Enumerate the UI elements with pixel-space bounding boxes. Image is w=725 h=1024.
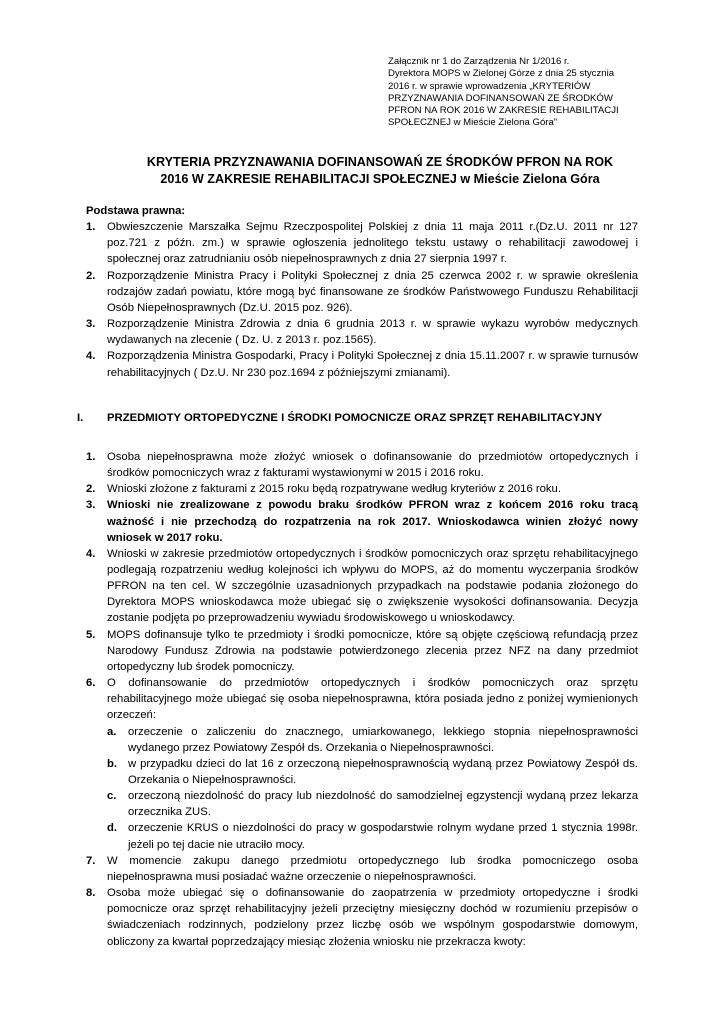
sub-item-letter: b. xyxy=(107,757,118,770)
criteria-list xyxy=(86,449,638,950)
annex-line: PRZYZNAWANIA DOFINANSOWAŃ ZE ŚRODKÓW xyxy=(388,92,613,104)
item-number: 4. xyxy=(86,547,96,560)
sub-item-letter: d. xyxy=(107,822,118,835)
list-item xyxy=(86,449,638,481)
list-item xyxy=(86,481,638,497)
item-number: 1. xyxy=(86,221,96,234)
item-text: Obwieszczenie Marszałka Sejmu Rzeczpospolitej Polskiej z dnia 11 maja 2011 r.(Dz.U. 2011 nr 127 poz.721 z późn. zm.) w sprawie ogłoszenia jednolitego tekstu ustawy o rehabilitacji zawodowej i społecznej oraz zatrudnianiu osób niepełnosprawnych z dnia 27 sierpnia 1997 r. xyxy=(107,221,638,266)
title-line: KRYTERIA PRZYZNAWANIA DOFINANSOWAŃ ZE ŚRODKÓW PFRON NA ROK xyxy=(146,155,614,169)
item-number: 2. xyxy=(86,483,96,496)
item-text-bold: Wnioski nie zrealizowane z powodu braku środków PFRON wraz z końcem 2016 roku tracą ważność i nie przechodzą do rozpatrzenia na rok 2017. Wnioskodawca winien złożyć nowy wniosek w 2017 roku. xyxy=(107,499,638,544)
certificate-list xyxy=(107,724,638,853)
sub-list-item xyxy=(107,788,638,820)
annex-note xyxy=(388,56,648,130)
sub-item-text: orzeczenie o zaliczeniu do znacznego, umiarkowanego, lekkiego stopnia niepełnosprawności wydanego przez Powiatowy Zespół ds. Orzekania o Niepełnosprawności. xyxy=(128,725,638,754)
item-number: 8. xyxy=(86,887,96,900)
item-text: Rozporządzenie Ministra Pracy i Polityki Społecznej z dnia 25 czerwca 2002 r. w sprawie określenia rodzajów zadań powiatu, które mogą być finansowane ze środków Państwowego Funduszu Rehabilitacji Osób Niepełnosprawnych (Dz.U. 2015 poz. 926). xyxy=(107,269,638,314)
list-item xyxy=(86,546,638,627)
item-number: 5. xyxy=(86,628,96,641)
sub-list-item xyxy=(107,724,638,756)
section-title: PRZEDMIOTY ORTOPEDYCZNE I ŚRODKI POMOCNICZE ORAZ SPRZĘT REHABILITACYJNY xyxy=(107,411,603,424)
sub-list-item xyxy=(107,756,638,788)
list-item xyxy=(86,853,638,885)
item-number: 1. xyxy=(86,450,96,463)
item-text: Osoba niepełnosprawna może złożyć wniosek o dofinansowanie do przedmiotów ortopedycznych i środków pomocniczych wraz z fakturami wystawionymi w 2015 i 2016 roku. xyxy=(107,450,638,480)
item-text: Rozporządzenia Ministra Gospodarki, Pracy i Polityki Społecznej z dnia 15.11.2007 r. w sprawie turnusów rehabilitacyjnych ( Dz.U. Nr 230 poz.1694 z późniejszymi zmianami). xyxy=(107,350,638,379)
item-text: MOPS dofinansuje tylko te przedmioty i środki pomocnicze, które są objęte częściową refundacją przez Narodowy Fundusz Zdrowia na podstawie potwierdzonego zlecenia przez NFZ na dany przedmiot ortopedyczny lub środek pomocniczy. xyxy=(107,628,638,673)
sub-item-text: w przypadku dzieci do lat 16 z orzeczoną niepełnosprawnością wydaną przez Powiatowy Zespół ds. Orzekania o Niepełnosprawności. xyxy=(128,757,638,786)
legal-basis-list xyxy=(86,219,638,381)
section-number: I. xyxy=(77,411,84,424)
sub-item-text: orzeczenie KRUS o niezdolności do pracy w gospodarstwie rolnym wydane przed 1 stycznia 1998r. jeżeli po tej dacie nie utraciło mocy. xyxy=(128,822,638,851)
item-text: O dofinansowanie do przedmiotów ortopedycznych i środków pomocniczych oraz sprzętu rehabilitacyjnego może ubiegać się osoba niepełnosprawna, która posiada jedno z poniżej wymienionych orzeczeń: xyxy=(107,677,638,722)
annex-line: SPOŁECZNEJ w Mieście Zielona Góra” xyxy=(388,117,558,129)
list-item xyxy=(86,348,638,380)
list-item xyxy=(86,885,638,950)
sub-item-letter: c. xyxy=(107,790,117,803)
list-item xyxy=(86,219,638,267)
list-item xyxy=(86,316,638,348)
item-number: 4. xyxy=(86,350,96,363)
section-heading xyxy=(77,410,638,426)
list-item xyxy=(86,497,638,545)
item-text: Wnioski w zakresie przedmiotów ortopedycznych i środków pomocniczych oraz sprzętu rehabilitacyjnego podlegają rozpatrzeniu według kolejności ich wpływu do MOPS, aż do momentu wyczerpania środków PFRON na ten cel. W szczególnie uzasadnionych przypadkach na podstawie podania złożonego do Dyrektora MOPS wnioskodawca może ubiegać się o zwiększenie wysokości dofinansowania. Decyzja zostanie podjęta po przeprowadzeniu wywiadu środowiskowego u wnioskodawcy. xyxy=(107,547,638,625)
document-body xyxy=(77,203,638,950)
annex-line: Załącznik nr 1 do Zarządzenia Nr 1/2016 r. xyxy=(388,56,570,67)
title-line: 2016 W ZAKRESIE REHABILITACJI SPOŁECZNEJ w Mieście Zielona Góra xyxy=(160,172,600,186)
annex-line: 2016 r. w sprawie wprowadzenia „KRYTERIÓW xyxy=(388,80,591,92)
list-item xyxy=(86,268,638,316)
item-number: 3. xyxy=(86,318,96,331)
legal-basis-label: Podstawa prawna: xyxy=(86,205,186,217)
item-text: Wnioski złożone z fakturami z 2015 roku będą rozpatrywane według kryteriów z 2016 roku. xyxy=(107,483,561,496)
annex-line: PFRON NA ROK 2016 W ZAKRESIE REHABILITACJI xyxy=(388,105,619,117)
sub-item-text: orzeczoną niezdolność do pracy lub niezdolność do samodzielnej egzystencji wydaną przez lekarza orzecznika ZUS. xyxy=(128,790,638,819)
item-number: 6. xyxy=(86,677,96,690)
list-item xyxy=(86,675,638,853)
list-item xyxy=(86,627,638,675)
item-text: Osoba może ubiegać się o dofinansowanie do zaopatrzenia w przedmioty ortopedyczne i środki pomocnicze oraz sprzęt rehabilitacyjny jeżeli przeciętny miesięczny dochód w rozumieniu przepisów o świadczeniach rodzinnych, podzielony przez liczbę osób we wspólnym gospodarstwie domowym, obliczony za kwartał poprzedzający miesiąc złożenia wniosku nie przekracza kwoty: xyxy=(107,887,638,948)
document-title xyxy=(60,154,700,188)
annex-line: Dyrektora MOPS w Zielonej Górze z dnia 25 stycznia xyxy=(388,68,615,80)
item-number: 7. xyxy=(86,854,96,867)
sub-list-item xyxy=(107,820,638,852)
item-number: 2. xyxy=(86,269,96,282)
item-text: Rozporządzenie Ministra Zdrowia z dnia 6 grudnia 2013 r. w sprawie wykazu wyrobów medycznych wydawanych na zlecenie ( Dz. U. z 2013 r. poz.1565). xyxy=(107,318,638,347)
item-text: W momencie zakupu danego przedmiotu ortopedycznego lub środka pomocniczego osoba niepełnosprawna musi posiadać ważne orzeczenie o niepełnosprawności. xyxy=(107,854,638,883)
sub-item-letter: a. xyxy=(107,725,117,738)
item-number: 3. xyxy=(86,499,96,512)
